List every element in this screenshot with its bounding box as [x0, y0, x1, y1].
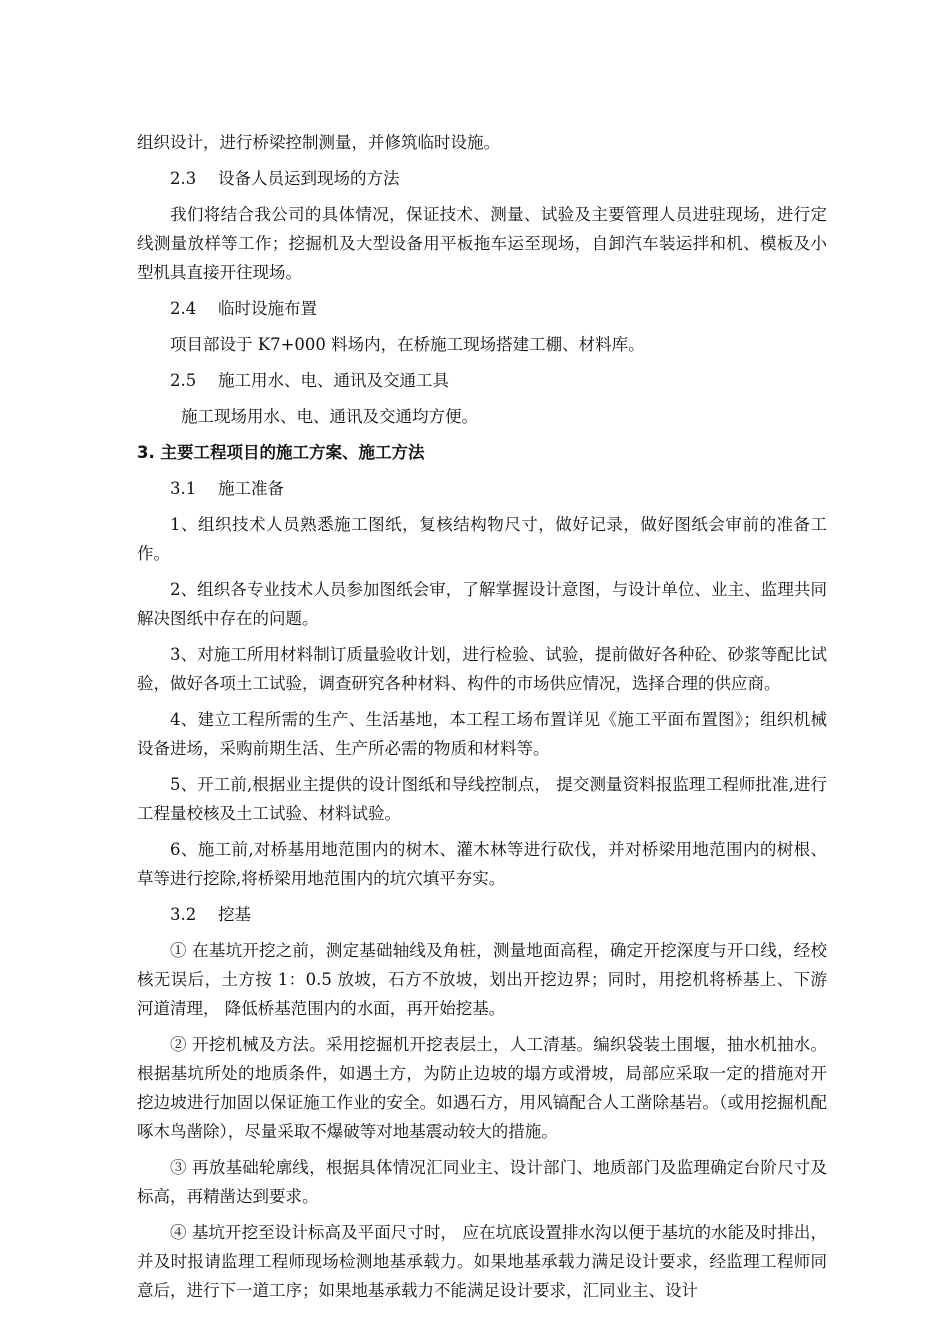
paragraph-prep-4: 4、建立工程所需的生产、生活基地，本工程工场布置详见《施工平面布置图》；组织机械设备进场，采购前期生活、生产所必需的物质和材料等。 [137, 710, 827, 758]
paragraph-continuation: 组织设计，进行桥梁控制测量，并修筑临时设施。 [137, 133, 500, 152]
paragraph-prep-6: 6、施工前,对桥基用地范围内的树木、灌木林等进行砍伐，并对桥梁用地范围内的树根、草等进行挖除,将桥梁用地范围内的坑穴填平夯实。 [137, 840, 827, 888]
chapter-3-heading: 3. 主要工程项目的施工方案、施工方法 [137, 443, 425, 462]
paragraph-excavation-2: ② 开挖机械及方法。采用挖掘机开挖表层土，人工清基。编织袋装土围堰，抽水机抽水。根据基坑所处的地质条件，如遇土方，为防止边坡的塌方或滑坡，局部应采取一定的措施对开挖边坡进行加固以保证施工作业的安全。如遇石方，用风镐配合人工凿除基岩。（或用挖掘机配啄木鸟凿除），尽量采取不爆破等对地基震动较大的措施。 [137, 1035, 827, 1141]
paragraph-temporary-facilities: 项目部设于 K7+000 料场内，在桥施工现场搭建工棚、材料库。 [170, 335, 645, 354]
paragraph-excavation-3: ③ 再放基础轮廓线，根据具体情况汇同业主、设计部门、地质部门及监理确定台阶尺寸及标高，再精凿达到要求。 [137, 1158, 827, 1206]
paragraph-prep-3: 3、对施工所用材料制订质量验收计划，进行检验、试验，提前做好各种砼、砂浆等配比试验，做好各项土工试验，调查研究各种材料、构件的市场供应情况，选择合理的供应商。 [137, 645, 827, 693]
paragraph-equipment-transport: 我们将结合我公司的具体情况，保证技术、测量、试验及主要管理人员进驻现场，进行定线测量放样等工作；挖掘机及大型设备用平板拖车运至现场，自卸汽车装运拌和机、模板及小型机具直接开往现场。 [137, 205, 827, 282]
paragraph-prep-5: 5、开工前,根据业主提供的设计图纸和导线控制点， 提交测量资料报监理工程师批准,进行工程量校核及土工试验、材料试验。 [137, 775, 827, 823]
paragraph-utilities: 施工现场用水、电、通讯及交通均方便。 [181, 407, 478, 426]
section-title: 设备人员运到现场的方法 [218, 169, 400, 188]
document-body [137, 128, 827, 1312]
section-title: 施工用水、电、通讯及交通工具 [218, 371, 449, 390]
section-2-3-heading [137, 164, 827, 193]
section-number: 2.3 [170, 169, 197, 188]
section-number: 3.1 [170, 479, 197, 498]
section-title: 临时设施布置 [218, 299, 317, 318]
section-title: 施工准备 [218, 479, 284, 498]
section-title: 挖基 [218, 905, 251, 924]
paragraph-prep-2: 2、组织各专业技术人员参加图纸会审，了解掌握设计意图，与设计单位、业主、监理共同解决图纸中存在的问题。 [137, 580, 827, 628]
section-2-4-heading [137, 294, 827, 323]
section-number: 3.2 [170, 905, 197, 924]
section-number: 2.5 [170, 371, 197, 390]
section-3-1-heading [137, 474, 827, 503]
section-3-2-heading [137, 900, 827, 929]
section-2-5-heading [137, 366, 827, 395]
paragraph-excavation-4: ④ 基坑开挖至设计标高及平面尺寸时， 应在坑底设置排水沟以便于基坑的水能及时排出，并及时报请监理工程师现场检测地基承载力。如果地基承载力满足设计要求，经监理工程师同意后，进行下一道工序；如果地基承载力不能满足设计要求，汇同业主、设计 [137, 1223, 827, 1300]
section-number: 2.4 [170, 299, 197, 318]
paragraph-prep-1: 1、组织技术人员熟悉施工图纸，复核结构物尺寸，做好记录，做好图纸会审前的准备工作。 [137, 515, 827, 563]
paragraph-excavation-1: ① 在基坑开挖之前，测定基础轴线及角桩，测量地面高程，确定开挖深度与开口线，经校核无误后，土方按 1：0.5 放坡，石方不放坡，划出开挖边界；同时，用挖机将桥基上、下游河道清理， 降低桥基范围内的水面，再开始挖基。 [137, 941, 827, 1018]
